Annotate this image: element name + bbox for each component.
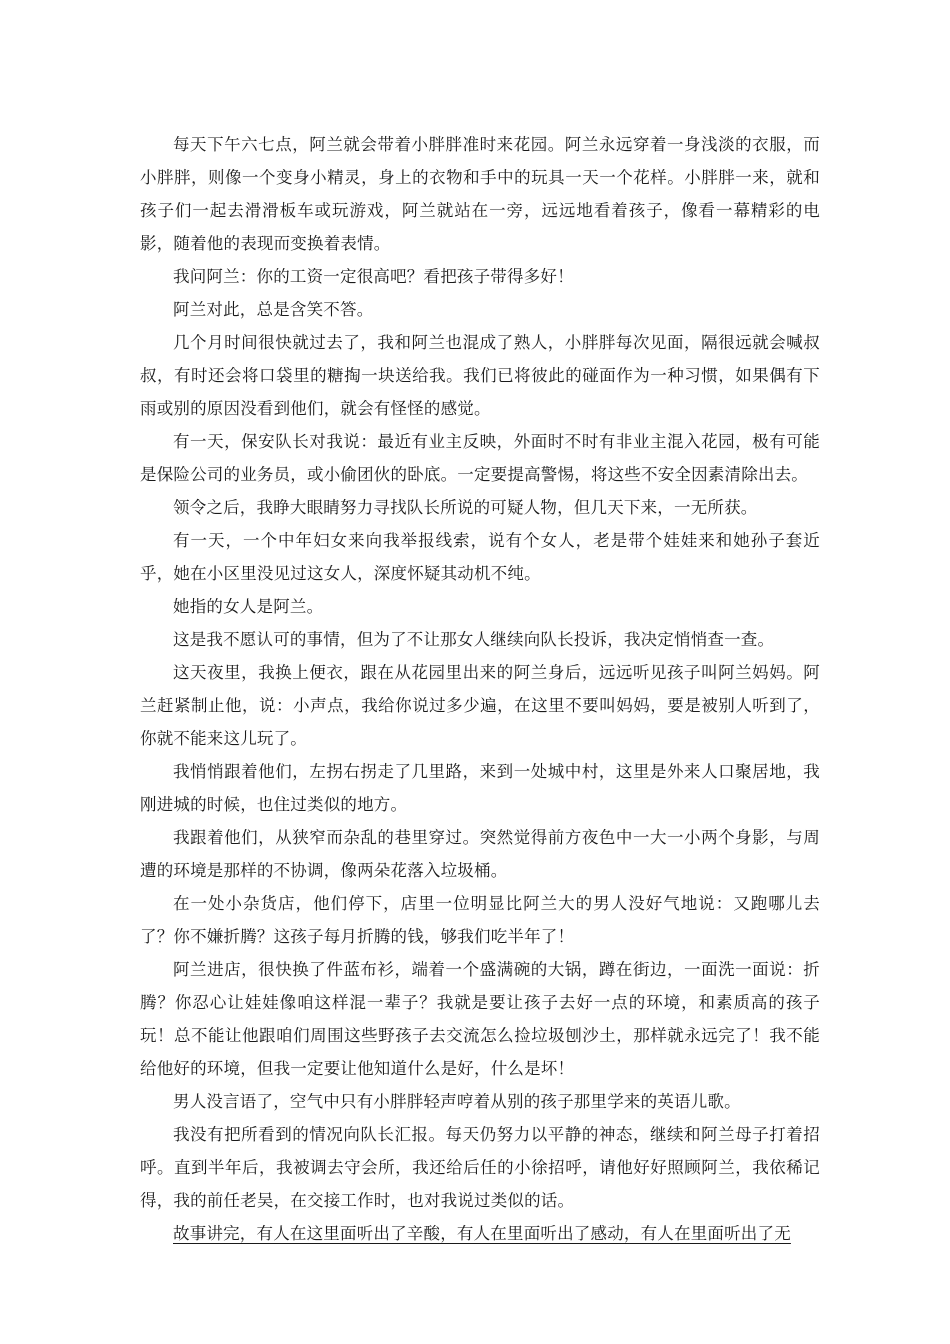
paragraph-8: 她指的女人是阿兰。 [173, 597, 324, 616]
paragraph-2: 我问阿兰：你的工资一定很高吧？看把孩子带得多好！ [173, 267, 574, 286]
paragraph-7: 有一天，一个中年妇女来向我举报线索，说有个女人，老是带个娃娃来和她孙子套近乎，她在小区里没见过这女人，深度怀疑其动机不纯。 [140, 531, 820, 583]
paragraph-6: 领令之后，我睁大眼睛努力寻找队长所说的可疑人物，但几天下来，一无所获。 [173, 498, 758, 517]
paragraph-5: 有一天，保安队长对我说：最近有业主反映，外面时不时有非业主混入花园，极有可能是保险公司的业务员，或小偷团伙的卧底。一定要提高警惕，将这些不安全因素清除出去。 [140, 432, 820, 484]
paragraph-14: 阿兰进店，很快换了件蓝布衫，端着一个盛满碗的大锅，蹲在街边，一面洗一面说：折腾？你忍心让娃娃像咱这样混一辈子？我就是要让孩子去好一点的环境，和素质高的孩子玩！总不能让他跟咱们周围这些野孩子去交流怎么捡垃圾刨沙土，那样就永远完了！我不能给他好的环境，但我一定要让他知道什么是好，什么是坏！ [140, 960, 820, 1078]
paragraph-12: 我跟着他们，从狭窄而杂乱的巷里穿过。突然觉得前方夜色中一大一小两个身影，与周遭的环境是那样的不协调，像两朵花落入垃圾桶。 [140, 828, 820, 880]
paragraph-4: 几个月时间很快就过去了，我和阿兰也混成了熟人，小胖胖每次见面，隔很远就会喊叔叔，有时还会将口袋里的糖掏一块送给我。我们已将彼此的碰面作为一种习惯，如果偶有下雨或别的原因没看到他们，就会有怪怪的感觉。 [140, 333, 820, 418]
document-body [140, 128, 820, 1250]
paragraph-3: 阿兰对此，总是含笑不答。 [173, 300, 374, 319]
paragraph-10: 这天夜里，我换上便衣，跟在从花园里出来的阿兰身后，远远听见孩子叫阿兰妈妈。阿兰赶紧制止他，说：小声点，我给你说过多少遍，在这里不要叫妈妈，要是被别人听到了，你就不能来这儿玩了。 [140, 663, 820, 748]
paragraph-17-underlined: 故事讲完，有人在这里面听出了辛酸，有人在里面听出了感动，有人在里面听出了无 [173, 1224, 791, 1243]
paragraph-9: 这是我不愿认可的事情，但为了不让那女人继续向队长投诉，我决定悄悄查一查。 [173, 630, 775, 649]
paragraph-1: 每天下午六七点，阿兰就会带着小胖胖准时来花园。阿兰永远穿着一身浅淡的衣服，而小胖胖，则像一个变身小精灵，身上的衣物和手中的玩具一天一个花样。小胖胖一来，就和孩子们一起去滑滑板车或玩游戏，阿兰就站在一旁，远远地看着孩子，像看一幕精彩的电影，随着他的表现而变换着表情。 [140, 135, 820, 253]
paragraph-11: 我悄悄跟着他们，左拐右拐走了几里路，来到一处城中村，这里是外来人口聚居地，我刚进城的时候，也住过类似的地方。 [140, 762, 820, 814]
paragraph-15: 男人没言语了，空气中只有小胖胖轻声哼着从别的孩子那里学来的英语儿歌。 [173, 1092, 741, 1111]
paragraph-16: 我没有把所看到的情况向队长汇报。每天仍努力以平静的神态，继续和阿兰母子打着招呼。直到半年后，我被调去守会所，我还给后任的小徐招呼，请他好好照顾阿兰，我依稀记得，我的前任老吴，在交接工作时，也对我说过类似的话。 [140, 1125, 820, 1210]
paragraph-13: 在一处小杂货店，他们停下，店里一位明显比阿兰大的男人没好气地说：又跑哪儿去了？你不嫌折腾？这孩子每月折腾的钱，够我们吃半年了！ [140, 894, 820, 946]
